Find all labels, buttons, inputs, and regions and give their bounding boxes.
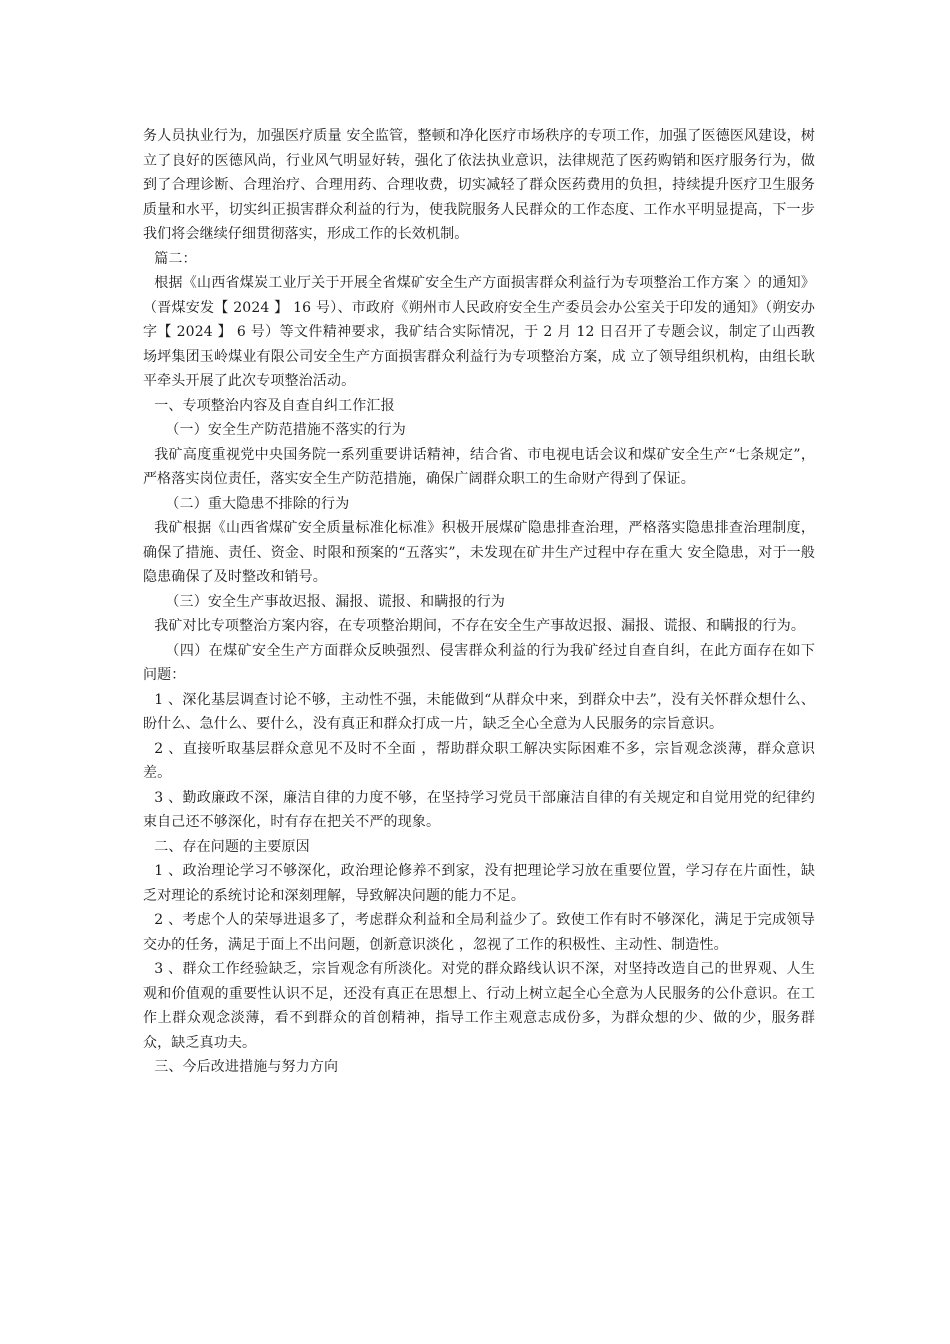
subsection-heading: （一）安全生产防范措施不落实的行为	[165, 422, 406, 438]
subsection-heading: （四）在煤矿安全生产方面群众反映强烈、侵害群众利益的行为我矿经过自查自纠，在此方面存在如下问题：	[143, 642, 815, 683]
section-heading: 一、专项整治内容及自查自纠工作汇报	[154, 397, 395, 414]
subsection-heading: （三）安全生产事故迟报、漏报、谎报、和瞒报的行为	[165, 593, 505, 610]
section-heading: 三、今后改进措施与努力方向	[154, 1059, 339, 1075]
paragraph: 我矿对比专项整治方案内容，在专项整治期间，不存在安全生产事故迟报、漏报、谎报、和瞒报的行为。	[154, 618, 806, 634]
paragraph: 我矿高度重视党中央国务院一系列重要讲话精神，结合省、市电视电话会议和煤矿安全生产“七条规定”，严格落实岗位责任，落实安全生产防范措施，确保广阔群众职工的生命财产得到了保证。	[143, 446, 815, 487]
paragraph: 我矿根据《山西省煤矿安全质量标准化标准》积极开展煤矿隐患排查治理，严格落实隐患排查治理制度，确保了措施、责任、资金、时限和预案的“五落实”，未发现在矿井生产过程中存在重大 安全隐患，对于一般隐患确保了及时整改和销号。	[143, 520, 815, 585]
list-item: 2 、直接听取基层群众意见不及时不全面 ，帮助群众职工解决实际困难不多，宗旨观念淡薄，群众意识差。	[143, 740, 815, 781]
paragraph: 篇二：	[154, 250, 197, 267]
list-item: 3 、勤政廉政不深，廉洁自律的力度不够，在坚持学习党员干部廉洁自律的有关规定和自觉用党的纪律约束自己还不够深化，时有存在把关不严的现象。	[143, 789, 815, 830]
paragraph: 根据《山西省煤炭工业厅关于开展全省煤矿安全生产方面损害群众利益行为专项整治工作方案 〉的通知》（晋煤安发【 2024 】 16 号）、市政府《朔州市人民政府安全生产委员会办公室关于印发的通知》（朔安办字【 2024 】 6 号）等文件精神要求，我矿结合实际情况，于 2 月 12 日召开了专题会议，制定了山西教场坪集团玉岭煤业有限公司安全生产方面损害群众利益行为专项整治方案，成 立了领导组织机构，由组长耿平牵头开展了此次专项整治活动。	[143, 275, 815, 389]
section-heading: 二、存在问题的主要原因	[154, 838, 310, 855]
paragraph: 务人员执业行为，加强医疗质量 安全监管，整顿和净化医疗市场秩序的专项工作，加强了医德医风建设，树立了良好的医德风尚，行业风气明显好转，强化了依法执业意识，法律规范了医药购销和医疗服务行为，做到了合理诊断、合理治疗、合理用药、合理收费，切实减轻了群众医药费用的负担，持续提升医疗卫生服务质量和水平，切实纠正损害群众利益的行为，使我院服务人民群众的工作态度、工作水平明显提高，下一步我们将会继续仔细贯彻落实，形成工作的长效机制。	[143, 128, 815, 242]
list-item: 1 、政治理论学习不够深化，政治理论修养不到家，没有把理论学习放在重要位置，学习存在片面性，缺乏对理论的系统讨论和深刻理解，导致解决问题的能力不足。	[143, 863, 815, 904]
list-item: 2 、考虑个人的荣辱进退多了，考虑群众利益和全局利益少了。致使工作有时不够深化，满足于完成领导交办的任务，满足于面上不出问题，创新意识淡化 ，忽视了工作的积极性、主动性、制造性。	[143, 912, 815, 953]
document-body	[143, 124, 815, 1080]
list-item: 3 、群众工作经验缺乏，宗旨观念有所淡化。对党的群众路线认识不深，对坚持改造自己的世界观、人生观和价值观的重要性认识不足，还没有真正在思想上、行动上树立起全心全意为人民服务的公仆意识。在工作上群众观念淡薄，看不到群众的首创精神，指导工作主观意志成份多，为群众想的少、做的少，服务群众，缺乏真功夫。	[143, 961, 815, 1051]
list-item: 1 、深化基层调查讨论不够，主动性不强，未能做到“从群众中来，到群众中去”，没有关怀群众想什么、盼什么、急什么、要什么，没有真正和群众打成一片，缺乏全心全意为人民服务的宗旨意识。	[143, 691, 815, 732]
subsection-heading: （二）重大隐患不排除的行为	[165, 495, 350, 512]
